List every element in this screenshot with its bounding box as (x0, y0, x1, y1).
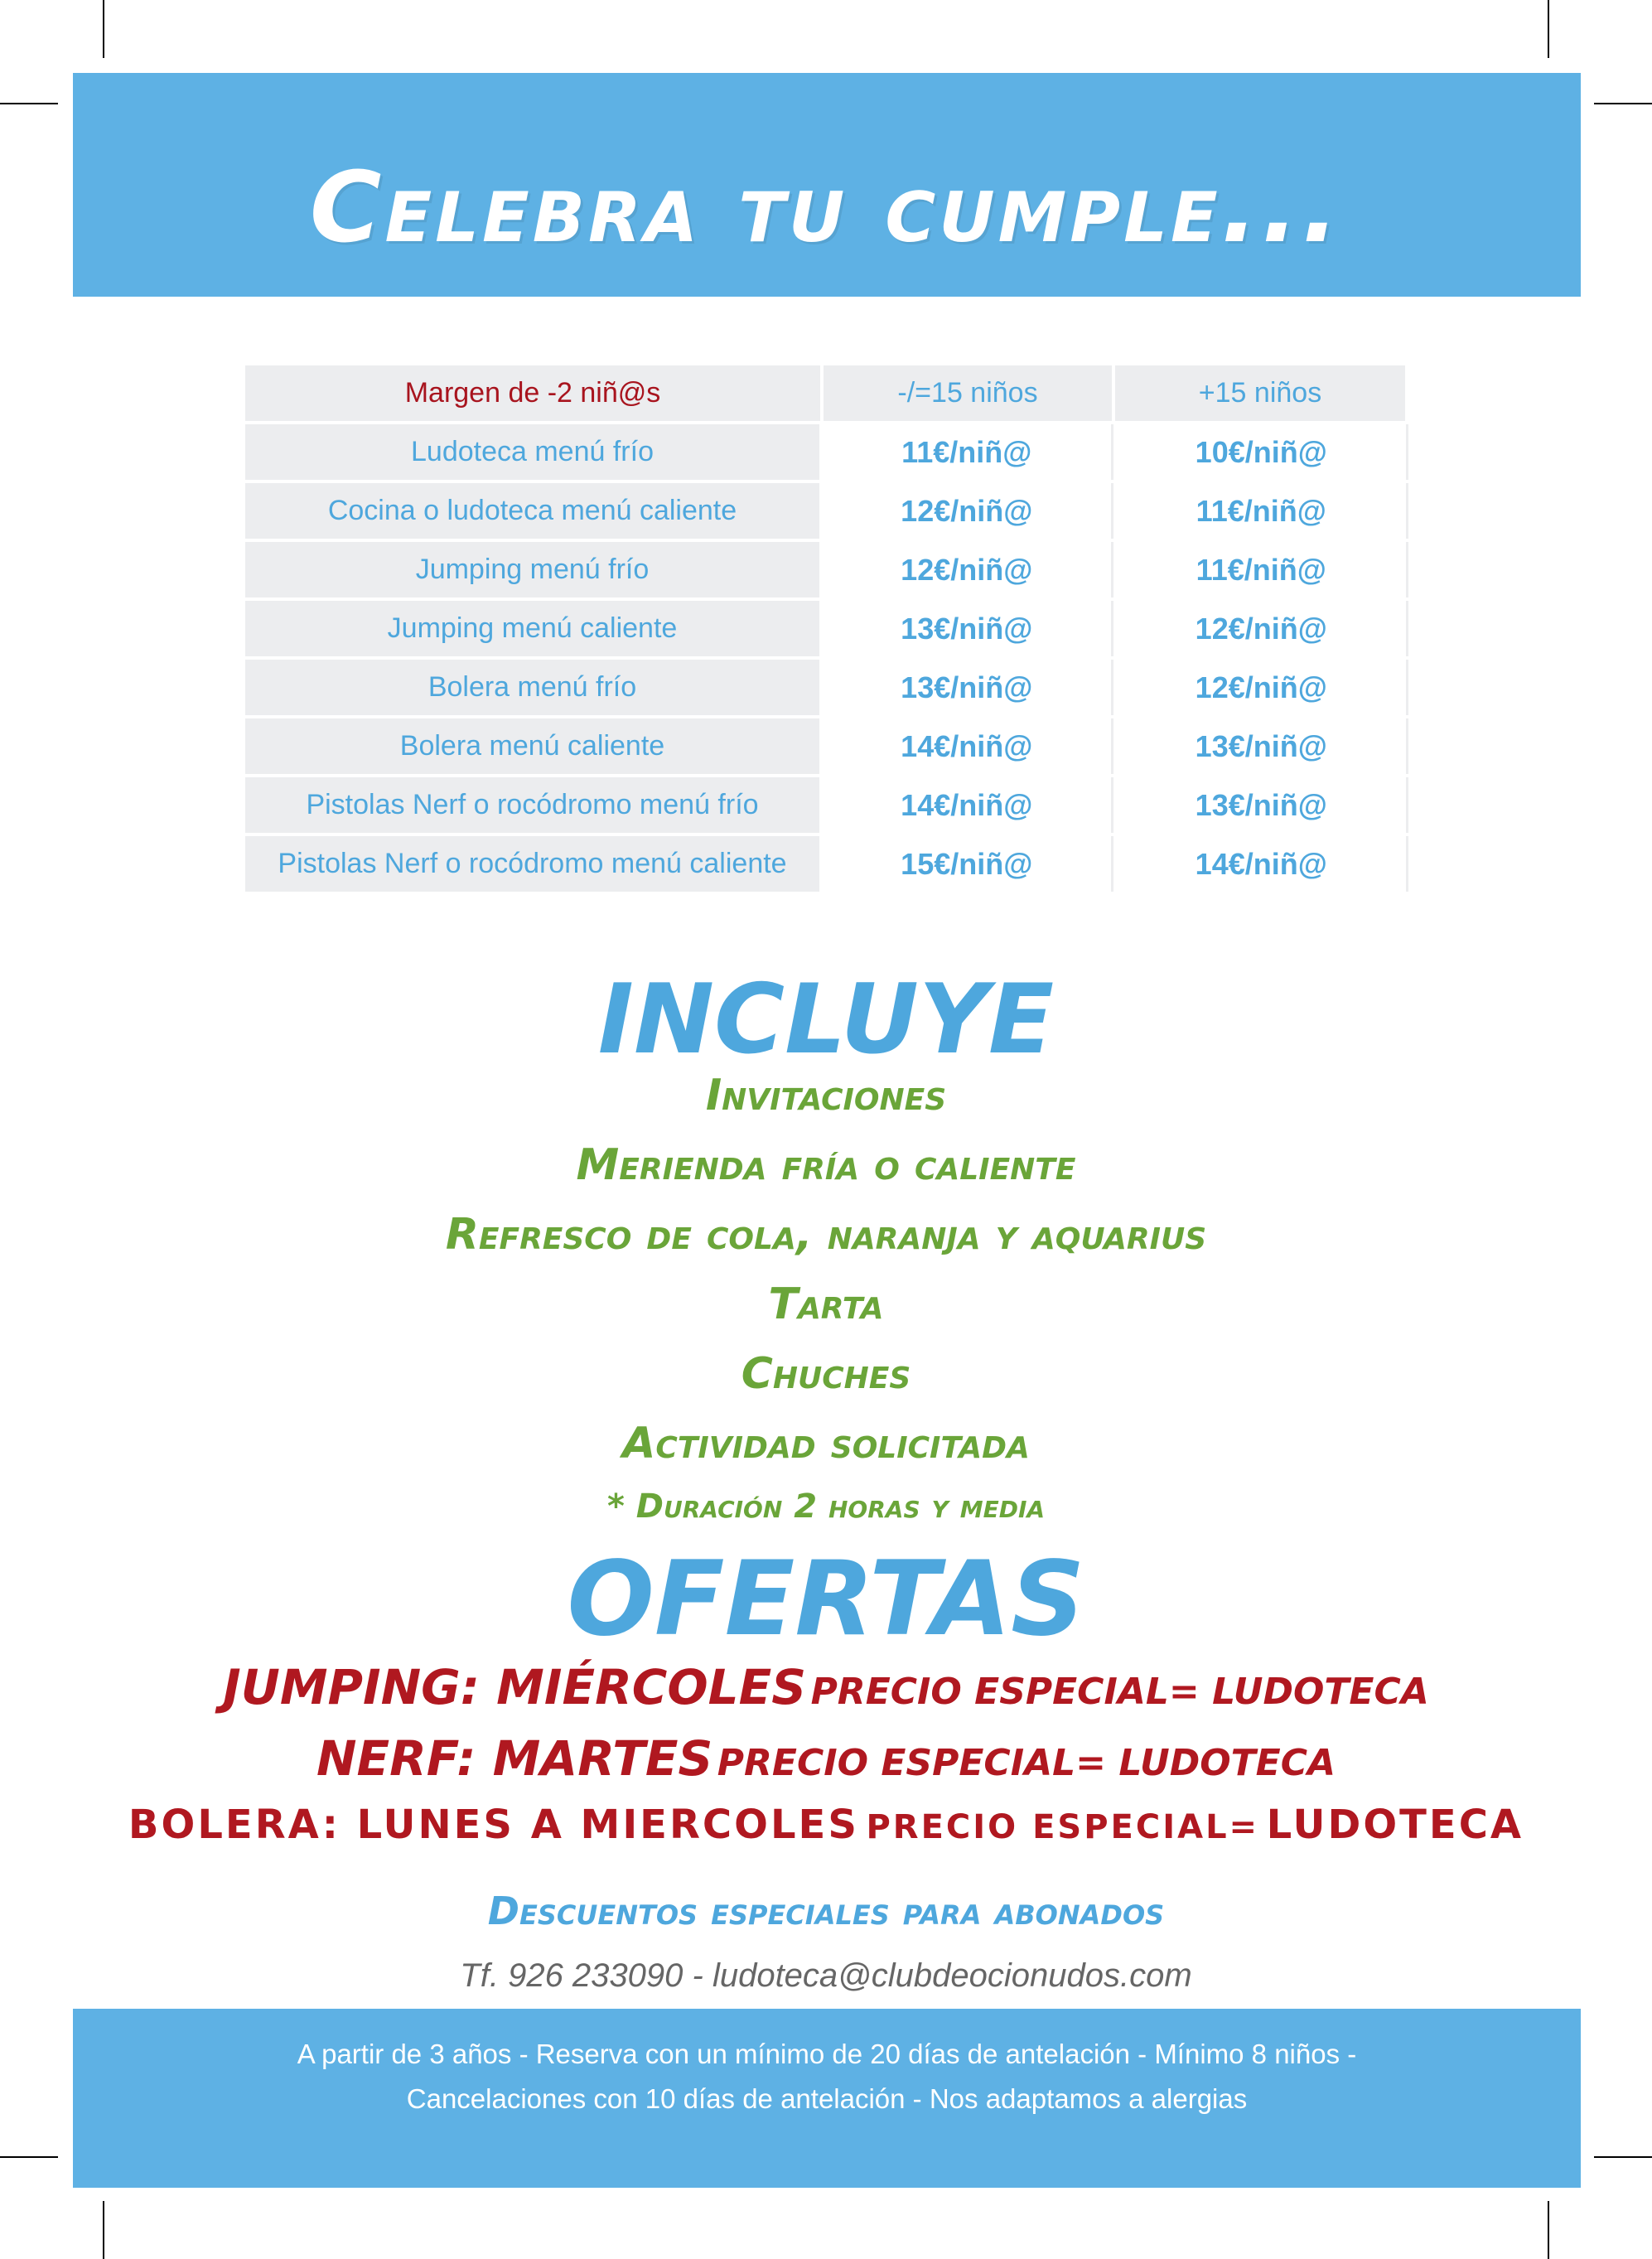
table-row (245, 660, 1408, 715)
offer-line (0, 1654, 1652, 1733)
table-row (245, 718, 1408, 774)
descuentos-text: Descuentos especiales para abonados (487, 1889, 1165, 1933)
table-header-row (245, 365, 1408, 421)
offer-main: BOLERA: LUNES A MIERCOLES (128, 1802, 859, 1848)
incluye-item: Invitaciones (705, 1071, 947, 1120)
price-table (245, 365, 1408, 895)
footer-text: Cancelaciones con 10 días de antelación - Nos adaptamos a alergias (406, 2083, 1248, 2114)
table-cell-price: 11€/niñ@ (1117, 542, 1409, 597)
offer-line (0, 1725, 1652, 1804)
table-cell-price: 14€/niñ@ (823, 718, 1113, 774)
crop-mark (103, 2201, 104, 2259)
page-title: Celebra tu cumple... (309, 150, 1343, 264)
incluye-item: Refresco de cola, naranja y aquarius (445, 1210, 1207, 1260)
table-cell-activity: Ludoteca menú frío (245, 424, 819, 480)
table-cell-price: 11€/niñ@ (823, 424, 1113, 480)
incluye-item: Tarta (768, 1279, 884, 1329)
offer-line (0, 1795, 1652, 1864)
table-row (245, 424, 1408, 480)
offer-detail: PRECIO ESPECIAL= LUDOTECA (717, 1742, 1336, 1784)
crop-mark (1548, 2201, 1549, 2259)
table-cell-activity: Bolera menú caliente (245, 718, 819, 774)
offer-main: JUMPING: MIÉRCOLES (223, 1659, 806, 1715)
table-header-cell: -/=15 niños (824, 365, 1112, 421)
offer-main: NERF: MARTES (316, 1730, 713, 1787)
table-cell-activity: Pistolas Nerf o rocódromo menú frío (245, 777, 819, 833)
table-cell-price: 10€/niñ@ (1117, 424, 1409, 480)
table-row (245, 777, 1408, 833)
table-cell-activity: Bolera menú frío (245, 660, 819, 715)
offer-tail: LUDOTECA (1266, 1802, 1524, 1848)
table-cell-activity: Pistolas Nerf o rocódromo menú caliente (245, 836, 819, 892)
table-cell-price: 13€/niñ@ (1117, 777, 1409, 833)
incluye-item: Chuches (741, 1349, 911, 1399)
table-cell-activity: Jumping menú caliente (245, 601, 819, 656)
crop-mark (1548, 0, 1549, 58)
crop-mark (0, 103, 58, 104)
table-cell-price: 12€/niñ@ (1117, 601, 1409, 656)
table-cell-price: 12€/niñ@ (1117, 660, 1409, 715)
incluye-item: Merienda fría o caliente (576, 1140, 1076, 1190)
table-cell-price: 14€/niñ@ (823, 777, 1113, 833)
table-cell-price: 13€/niñ@ (1117, 718, 1409, 774)
incluye-item: Actividad solicitada (622, 1419, 1030, 1468)
table-header-cell: +15 niños (1115, 365, 1405, 421)
table-cell-price: 13€/niñ@ (823, 601, 1113, 656)
ofertas-title: OFERTAS (567, 1540, 1085, 1659)
table-row (245, 483, 1408, 539)
table-cell-price: 15€/niñ@ (823, 836, 1113, 892)
table-row (245, 601, 1408, 656)
crop-mark (0, 2156, 58, 2158)
crop-mark (1594, 2156, 1652, 2158)
crop-mark (103, 0, 104, 58)
incluye-title: INCLUYE (597, 964, 1055, 1076)
footer-text: A partir de 3 años - Reserva con un mínimo de 20 días de antelación - Mínimo 8 niños - (297, 2039, 1357, 2069)
offer-detail: PRECIO ESPECIAL= LUDOTECA (810, 1671, 1429, 1713)
crop-mark (1594, 103, 1652, 104)
table-cell-price: 13€/niñ@ (823, 660, 1113, 715)
table-header-cell: Margen de -2 niñ@s (245, 365, 820, 421)
footer-banner (73, 2009, 1581, 2188)
table-cell-activity: Jumping menú frío (245, 542, 819, 597)
table-cell-price: 12€/niñ@ (823, 542, 1113, 597)
table-cell-price: 11€/niñ@ (1117, 483, 1409, 539)
offer-detail: PRECIO ESPECIAL= (866, 1808, 1260, 1846)
table-row (245, 542, 1408, 597)
duration-note: * Duración 2 horas y media (606, 1487, 1046, 1526)
contact-info: Tf. 926 233090 - ludoteca@clubdeocionudos.com (460, 1957, 1192, 1994)
table-cell-price: 12€/niñ@ (823, 483, 1113, 539)
table-cell-price: 14€/niñ@ (1117, 836, 1409, 892)
table-cell-activity: Cocina o ludoteca menú caliente (245, 483, 819, 539)
table-row (245, 836, 1408, 892)
